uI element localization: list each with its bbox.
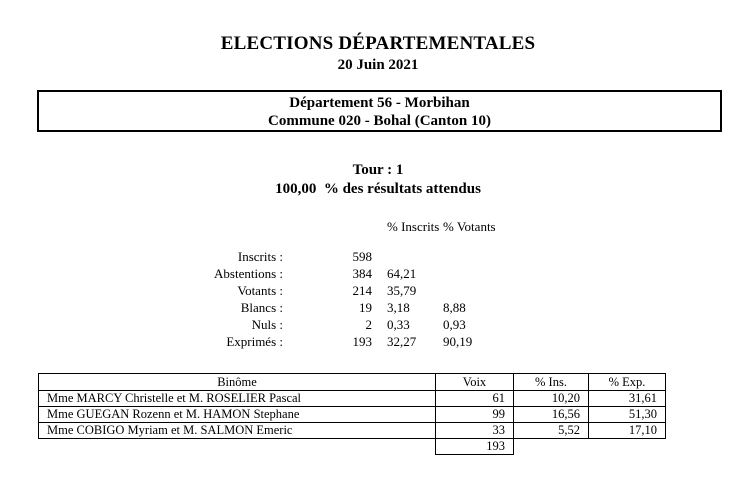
cell-pct-ins: 10,20 (514, 391, 589, 407)
stat-pct-votants: 0,93 (443, 317, 466, 332)
stat-value: 598 (352, 249, 372, 264)
cell-binome: Mme MARCY Christelle et M. ROSELIER Pascal (39, 391, 436, 407)
total-voix-cell: 193 (436, 439, 514, 455)
department-line: Département 56 - Morbihan (289, 95, 470, 111)
stat-value: 214 (352, 283, 372, 298)
header-pct-ins: % Ins. (514, 374, 589, 391)
stat-label: Blancs : (240, 300, 283, 315)
stat-value: 19 (359, 300, 372, 315)
stats-table (0, 248, 472, 350)
commune-line: Commune 020 - Bohal (Canton 10) (268, 113, 491, 129)
results-table (38, 373, 666, 455)
stat-pct-inscrits (372, 248, 443, 265)
stats-header-pct-inscrits: % Inscrits (387, 219, 440, 234)
page-title: ELECTIONS DÉPARTEMENTALES (220, 33, 536, 54)
cell-pct-ins: 5,52 (514, 423, 589, 439)
table-row (39, 407, 666, 423)
stat-row-blancs (0, 299, 472, 316)
stat-pct-votants: 8,88 (443, 300, 466, 315)
total-row (39, 439, 666, 455)
stat-pct-inscrits: 35,79 (387, 283, 417, 298)
stat-pct-inscrits: 0,33 (387, 317, 410, 332)
location-box (37, 90, 722, 132)
stat-label: Nuls : (251, 317, 283, 332)
header-pct-exp: % Exp. (589, 374, 666, 391)
stat-row-exprimes (0, 333, 472, 350)
stat-row-abstentions (0, 265, 472, 282)
total-row-empty (514, 439, 589, 455)
results-progress: 100,00 % des résultats attendus (275, 181, 481, 197)
stat-pct-inscrits: 64,21 (387, 266, 417, 281)
cell-binome: Mme COBIGO Myriam et M. SALMON Emeric (39, 423, 436, 439)
header-binome: Binôme (39, 374, 436, 391)
stat-label: Inscrits : (237, 249, 283, 264)
cell-pct-exp: 17,10 (589, 423, 666, 439)
stat-row-inscrits (0, 248, 472, 265)
stat-row-nuls (0, 316, 472, 333)
election-date: 20 Juin 2021 (337, 57, 419, 73)
stat-label: Exprimés : (226, 334, 283, 349)
tour-label: Tour : 1 (352, 162, 404, 178)
table-row (39, 423, 666, 439)
stat-value: 2 (365, 317, 372, 332)
stats-header (0, 219, 496, 234)
total-row-empty (589, 439, 666, 455)
stat-row-votants (0, 282, 472, 299)
stat-pct-inscrits: 32,27 (387, 334, 417, 349)
stat-value: 384 (352, 266, 372, 281)
cell-voix: 33 (436, 423, 514, 439)
header-voix: Voix (436, 374, 514, 391)
cell-voix: 61 (436, 391, 514, 407)
stat-label: Votants : (237, 283, 283, 298)
cell-pct-exp: 31,61 (589, 391, 666, 407)
total-row-empty (39, 439, 436, 455)
results-header-row (39, 374, 666, 391)
stats-header-pct-votants: % Votants (443, 219, 496, 234)
cell-binome: Mme GUEGAN Rozenn et M. HAMON Stephane (39, 407, 436, 423)
stat-value: 193 (352, 334, 372, 349)
cell-voix: 99 (436, 407, 514, 423)
cell-pct-exp: 51,30 (589, 407, 666, 423)
cell-pct-ins: 16,56 (514, 407, 589, 423)
stat-pct-votants: 90,19 (443, 334, 473, 349)
table-row (39, 391, 666, 407)
stats-header-spacer (0, 219, 372, 234)
stat-label: Abstentions : (214, 266, 283, 281)
stat-pct-inscrits: 3,18 (387, 300, 410, 315)
